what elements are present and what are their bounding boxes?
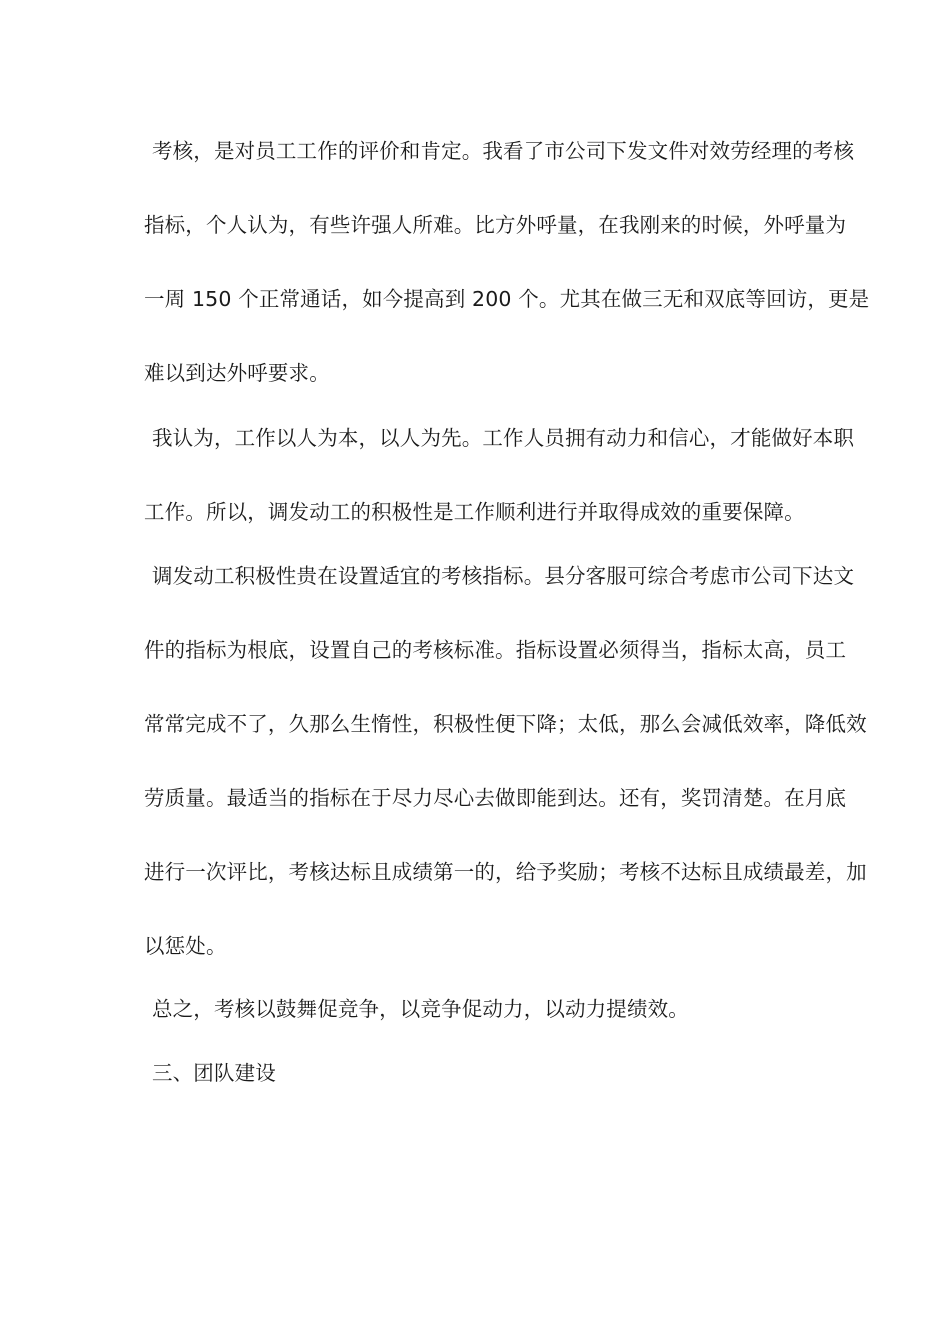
text-line: 工作。所以，调发动工的积极性是工作顺利进行并取得成效的重要保障。 [144,500,805,524]
text-line: 考核，是对员工工作的评价和肯定。我看了市公司下发文件对效劳经理的考核 [152,139,855,163]
text-line: 调发动工积极性贵在设置适宜的考核指标。县分客服可综合考虑市公司下达文 [152,564,855,588]
text-line: 常常完成不了，久那么生惰性，积极性便下降；太低，那么会减低效率，降低效 [144,712,867,736]
text-line: 件的指标为根底，设置自己的考核标准。指标设置必须得当，指标太高，员工 [144,638,847,662]
text-line: 一周 150 个正常通话，如今提高到 200 个。尤其在做三无和双底等回访，更是 [144,287,870,311]
text-line: 以惩处。 [144,934,227,958]
text-line: 指标，个人认为，有些许强人所难。比方外呼量，在我刚来的时候，外呼量为 [144,213,847,237]
text-line: 进行一次评比，考核达标且成绩第一的，给予奖励；考核不达标且成绩最差，加 [144,860,867,884]
text-line: 总之，考核以鼓舞促竞争，以竞争促动力，以动力提绩效。 [152,997,689,1021]
text-line: 劳质量。最适当的指标在于尽力尽心去做即能到达。还有，奖罚清楚。在月底 [144,786,847,810]
section-heading: 三、团队建设 [152,1061,276,1085]
text-line: 我认为，工作以人为本，以人为先。工作人员拥有动力和信心，才能做好本职 [152,426,855,450]
text-line: 难以到达外呼要求。 [144,361,330,385]
